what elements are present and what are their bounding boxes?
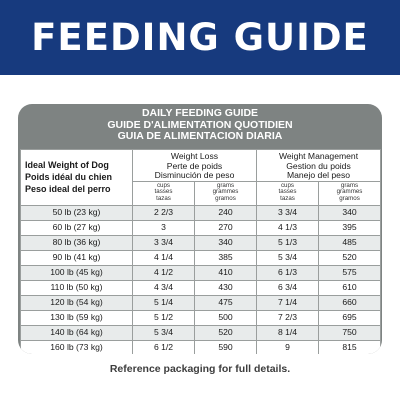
mgmt-cups-cell: 3 3/4: [257, 205, 319, 220]
loss-cups-cell: 6 1/2: [133, 340, 195, 354]
loss-grams-cell: 410: [195, 265, 257, 280]
card-header: [18, 104, 382, 147]
mgmt-cups-cell: 8 1/4: [257, 325, 319, 340]
mgmt-cups-cell: 9: [257, 340, 319, 354]
grams-en: grams: [340, 181, 359, 189]
title-spanish: GUIA DE ALIMENTACION DIARIA: [117, 130, 283, 142]
loss-grams-header: [195, 181, 257, 205]
grams-fr: grammes: [336, 188, 363, 196]
weight-header-es: Peso ideal del perro: [25, 184, 111, 195]
weight-cell: 110 lb (50 kg): [21, 280, 133, 295]
table-row: [21, 295, 381, 310]
weight-cell: 90 lb (41 kg): [21, 250, 133, 265]
mgmt-grams-cell: 395: [319, 220, 381, 235]
grams-es: gramos: [339, 195, 360, 203]
weight-cell: 140 lb (64 kg): [21, 325, 133, 340]
mgmt-grams-cell: 340: [319, 205, 381, 220]
table-row: [21, 250, 381, 265]
mgmt-grams-cell: 575: [319, 265, 381, 280]
loss-grams-cell: 590: [195, 340, 257, 354]
mgmt-grams-cell: 485: [319, 235, 381, 250]
mgmt-cups-cell: 6 3/4: [257, 280, 319, 295]
mgmt-cups-cell: 7 2/3: [257, 310, 319, 325]
mgmt-cups-cell: 7 1/4: [257, 295, 319, 310]
cups-en: cups: [156, 181, 171, 189]
loss-grams-cell: 430: [195, 280, 257, 295]
table-row: [21, 340, 381, 354]
loss-cups-cell: 4 3/4: [133, 280, 195, 295]
weight-loss-header: [133, 150, 257, 182]
mgmt-grams-cell: 660: [319, 295, 381, 310]
title-french: GUIDE D'ALIMENTATION QUOTIDIEN: [107, 118, 293, 131]
loss-grams-cell: 475: [195, 295, 257, 310]
cups-fr: tasses: [154, 188, 173, 196]
loss-cups-header: [133, 181, 195, 205]
mgmt-cups-cell: 5 1/3: [257, 235, 319, 250]
mgmt-grams-cell: 815: [319, 340, 381, 354]
loss-cups-cell: 3: [133, 220, 195, 235]
grams-es: gramos: [215, 195, 236, 203]
cups-es: tazas: [280, 195, 295, 203]
mgmt-grams-cell: 695: [319, 310, 381, 325]
cups-es: tazas: [156, 195, 171, 203]
weight-cell: 120 lb (54 kg): [21, 295, 133, 310]
loss-cups-cell: 5 1/2: [133, 310, 195, 325]
loss-grams-cell: 270: [195, 220, 257, 235]
weight-cell: 100 lb (45 kg): [21, 265, 133, 280]
weight-cell: 60 lb (27 kg): [21, 220, 133, 235]
weight-cell: 80 lb (36 kg): [21, 235, 133, 250]
mgmt-grams-cell: 610: [319, 280, 381, 295]
banner: [0, 0, 400, 75]
table-row: [21, 220, 381, 235]
table-row: [21, 265, 381, 280]
loss-cups-cell: 2 2/3: [133, 205, 195, 220]
feeding-table: [20, 149, 381, 354]
loss-grams-cell: 240: [195, 205, 257, 220]
cups-fr: tasses: [278, 188, 297, 196]
mgmt-grams-cell: 750: [319, 325, 381, 340]
mgmt-cups-cell: 6 1/3: [257, 265, 319, 280]
weight-loss-en: Weight Loss: [170, 151, 219, 161]
weight-management-header: [257, 150, 381, 182]
mgmt-grams-header: [319, 181, 381, 205]
loss-grams-cell: 385: [195, 250, 257, 265]
mgmt-cups-header: [257, 181, 319, 205]
loss-grams-cell: 500: [195, 310, 257, 325]
weight-loss-es: Disminución de peso: [154, 170, 235, 180]
weight-mgmt-en: Weight Management: [278, 151, 359, 161]
mgmt-cups-cell: 5 3/4: [257, 250, 319, 265]
weight-mgmt-fr: Gestion du poids: [286, 160, 351, 171]
table-row: [21, 325, 381, 340]
mgmt-cups-cell: 4 1/3: [257, 220, 319, 235]
weight-column-header: [21, 150, 133, 206]
title-english: DAILY FEEDING GUIDE: [141, 107, 259, 119]
weight-cell: 130 lb (59 kg): [21, 310, 133, 325]
feeding-guide-card: [18, 104, 382, 354]
table-row: [21, 280, 381, 295]
grams-en: grams: [216, 181, 235, 189]
table-row: [21, 205, 381, 220]
loss-grams-cell: 520: [195, 325, 257, 340]
loss-cups-cell: 5 1/4: [133, 295, 195, 310]
weight-header-fr: Poids idéal du chien: [25, 172, 113, 183]
footer-note: Reference packaging for full details.: [109, 363, 291, 375]
table-header-row: [21, 150, 381, 182]
banner-title: FEEDING GUIDE: [31, 16, 369, 59]
loss-cups-cell: 4 1/2: [133, 265, 195, 280]
mgmt-grams-cell: 520: [319, 250, 381, 265]
loss-cups-cell: 4 1/4: [133, 250, 195, 265]
grams-fr: grammes: [212, 188, 239, 196]
weight-loss-fr: Perte de poids: [166, 160, 223, 171]
weight-mgmt-es: Manejo del peso: [286, 170, 351, 180]
table-row: [21, 235, 381, 250]
weight-cell: 160 lb (73 kg): [21, 340, 133, 354]
loss-cups-cell: 3 3/4: [133, 235, 195, 250]
table-row: [21, 310, 381, 325]
weight-header-en: Ideal Weight of Dog: [25, 160, 109, 171]
loss-cups-cell: 5 3/4: [133, 325, 195, 340]
loss-grams-cell: 340: [195, 235, 257, 250]
weight-cell: 50 lb (23 kg): [21, 205, 133, 220]
cups-en: cups: [280, 181, 295, 189]
